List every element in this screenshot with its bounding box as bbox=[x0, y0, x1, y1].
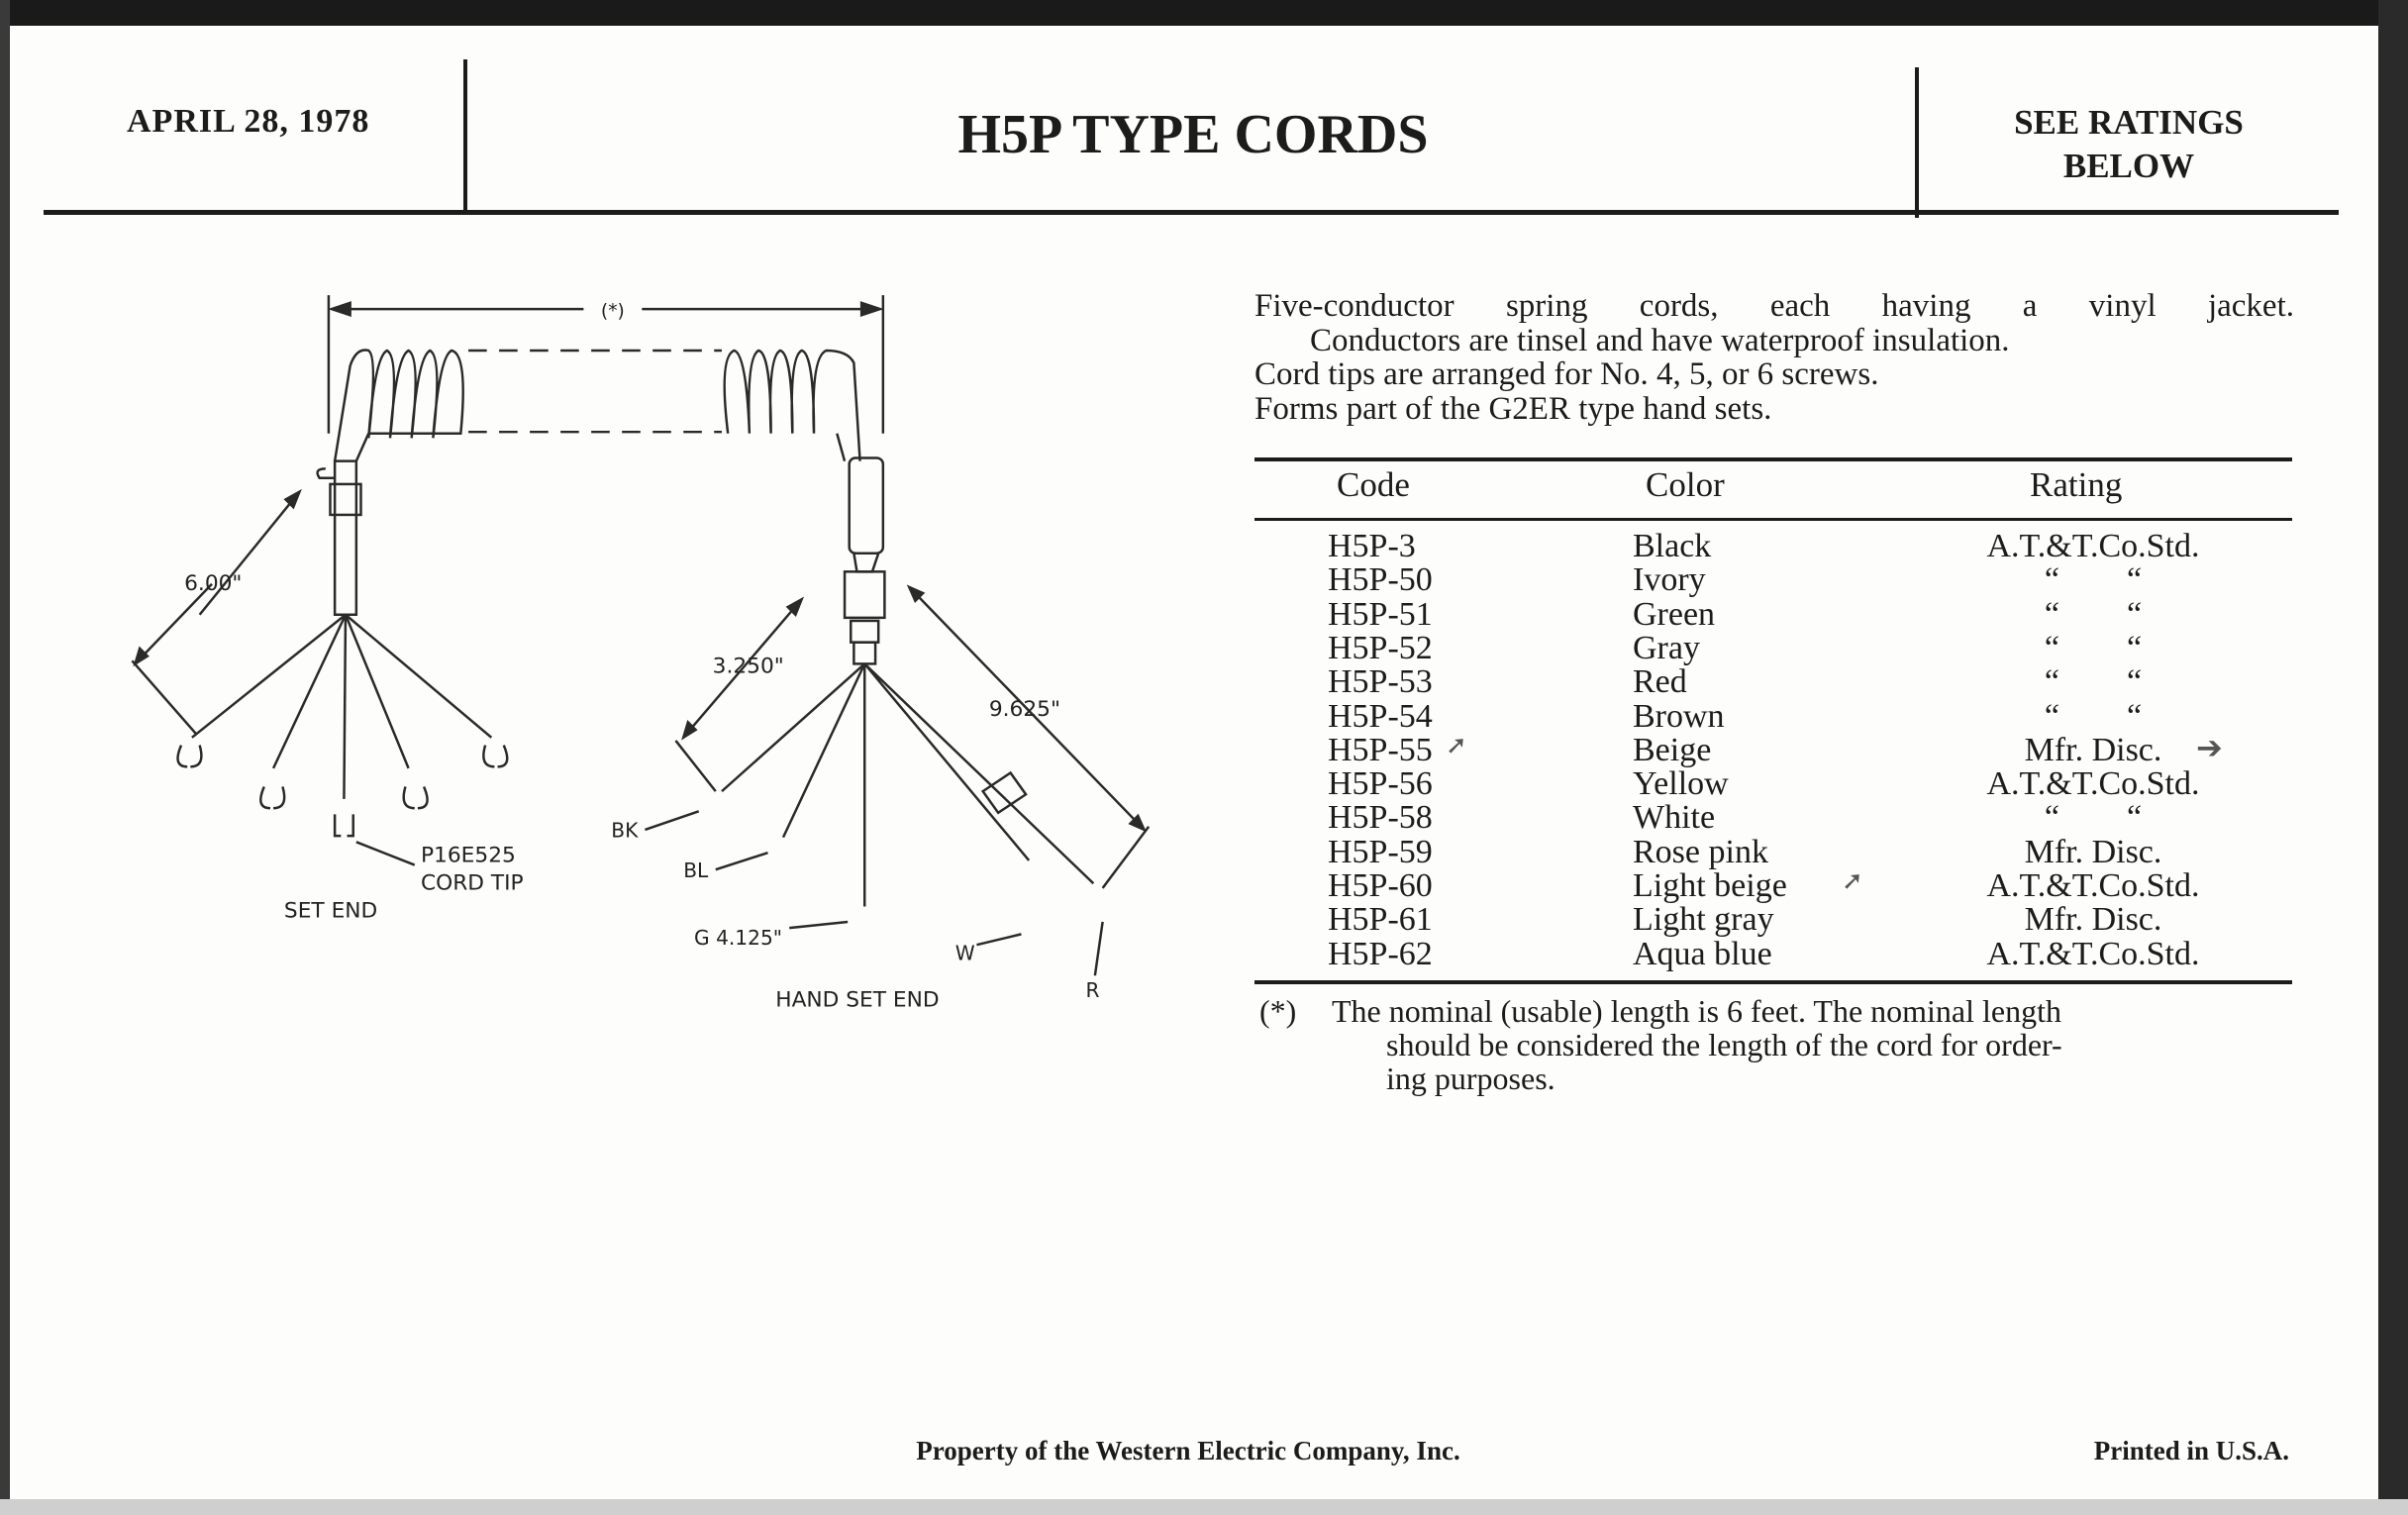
set-end-label: SET END bbox=[283, 898, 378, 924]
cord-code: H5P-3 bbox=[1328, 528, 1416, 564]
table-row bbox=[0, 563, 2408, 597]
page-title: H5P TYPE CORDS bbox=[957, 104, 1429, 165]
cord-rating: A.T.&T.Co.Std. bbox=[1986, 528, 2200, 564]
cord-color: Yellow bbox=[1633, 765, 1729, 803]
table-row bbox=[0, 935, 2408, 972]
cord-color: White bbox=[1633, 799, 1716, 837]
cord-code: H5P-59 bbox=[1328, 833, 1433, 870]
cord-rating: A.T.&T.Co.Std. bbox=[1986, 765, 2200, 803]
footnote-line: The nominal (usable) length is 6 feet. The nominal length bbox=[1332, 993, 2061, 1029]
cord-color: Black bbox=[1633, 528, 1712, 564]
description-line: Five-conductor spring cords, each having a vinyl jacket. bbox=[1254, 288, 2294, 324]
cord-color: Brown bbox=[1633, 697, 1725, 735]
cord-rating: Mfr. Disc. bbox=[2024, 731, 2162, 768]
cord-code: H5P-50 bbox=[1328, 561, 1433, 599]
table-row bbox=[0, 767, 2408, 801]
cord-rating: “ “ bbox=[2044, 799, 2143, 837]
document-date: APRIL 28, 1978 bbox=[127, 103, 370, 140]
cord-rating: A.T.&T.Co.Std. bbox=[1986, 935, 2200, 972]
column-header-code: Code bbox=[1337, 465, 1410, 504]
table-row bbox=[0, 697, 2408, 735]
property-notice: Property of the Western Electric Company, Inc. bbox=[916, 1436, 1460, 1465]
cord-color: Ivory bbox=[1633, 561, 1706, 599]
cord-tip-label: CORD TIP bbox=[420, 870, 524, 896]
handset-dimension-long: 9.625" bbox=[988, 697, 1060, 723]
cord-color: Beige bbox=[1633, 731, 1712, 768]
cord-rating: “ “ bbox=[2044, 629, 2143, 666]
cord-color: Aqua blue bbox=[1633, 935, 1772, 972]
description-line: Cord tips are arranged for No. 4, 5, or 6 screws. bbox=[1254, 356, 1879, 392]
column-header-color: Color bbox=[1646, 465, 1725, 504]
table-row bbox=[0, 903, 2408, 937]
cord-rating: “ “ bbox=[2044, 595, 2143, 633]
footnote-line: ing purposes. bbox=[1386, 1060, 1555, 1096]
table-row bbox=[0, 595, 2408, 633]
cord-rating: “ “ bbox=[2044, 697, 2143, 735]
table-row bbox=[0, 629, 2408, 666]
column-header-rating: Rating bbox=[2030, 465, 2123, 504]
table-row bbox=[0, 665, 2408, 699]
table-bottom-rule bbox=[1254, 980, 2292, 984]
description-line: Forms part of the G2ER type hand sets. bbox=[1254, 390, 1772, 427]
handset-end-label: HAND SET END bbox=[775, 987, 940, 1013]
lead-r-label: R bbox=[1085, 977, 1100, 1002]
ratings-note-line1: SEE RATINGS bbox=[2014, 103, 2244, 142]
cord-rating: Mfr. Disc. bbox=[2024, 901, 2162, 939]
cord-code: H5P-54 bbox=[1328, 697, 1433, 735]
cord-color: Green bbox=[1633, 595, 1716, 633]
description-line: Conductors are tinsel and have waterproof insulation. bbox=[1310, 322, 2010, 358]
cord-color: Gray bbox=[1633, 629, 1700, 666]
cord-rating: Mfr. Disc. bbox=[2024, 833, 2162, 870]
cord-tip-part-number: P16E525 bbox=[420, 843, 516, 868]
cord-color: Light beige bbox=[1633, 867, 1787, 904]
ratings-note-line2: BELOW bbox=[2062, 147, 2195, 185]
table-row bbox=[0, 530, 2408, 563]
cord-code: H5P-55 bbox=[1328, 731, 1433, 768]
lead-bk-label: BK bbox=[611, 818, 639, 843]
lead-w-label: W bbox=[954, 941, 975, 965]
cord-color: Red bbox=[1633, 663, 1687, 701]
cord-code: H5P-60 bbox=[1328, 867, 1433, 904]
lead-g-label: G 4.125" bbox=[694, 926, 783, 951]
cord-color: Rose pink bbox=[1633, 833, 1768, 870]
coiled-cord bbox=[335, 351, 859, 461]
cord-code: H5P-62 bbox=[1328, 935, 1433, 972]
cord-code: H5P-51 bbox=[1328, 595, 1433, 633]
cord-code: H5P-58 bbox=[1328, 799, 1433, 837]
footnote-line: should be considered the length of the cord for order- bbox=[1386, 1027, 2062, 1062]
handwritten-arrow-icon: ➚ bbox=[1446, 731, 1467, 760]
table-top-rule bbox=[1254, 457, 2292, 461]
length-dimension bbox=[329, 295, 883, 434]
table-row bbox=[0, 731, 2408, 768]
set-end-dimension: 6.00" bbox=[184, 570, 243, 596]
handwritten-arrow-icon: ➚ bbox=[1842, 866, 1863, 896]
cord-description bbox=[1254, 289, 2294, 426]
cord-rating: “ “ bbox=[2044, 561, 2143, 599]
handset-dimension-short: 3.250" bbox=[712, 654, 784, 679]
table-row bbox=[0, 801, 2408, 835]
length-label: (*) bbox=[600, 300, 625, 322]
cord-code: H5P-61 bbox=[1328, 901, 1433, 939]
cord-code: H5P-52 bbox=[1328, 629, 1433, 666]
cord-code: H5P-56 bbox=[1328, 765, 1433, 803]
cord-code: H5P-53 bbox=[1328, 663, 1433, 701]
cord-rating: “ “ bbox=[2044, 663, 2143, 701]
printed-notice: Printed in U.S.A. bbox=[2093, 1436, 2289, 1465]
cord-color: Light gray bbox=[1633, 901, 1774, 939]
table-row bbox=[0, 869, 2408, 903]
handwritten-arrow-icon: ➔ bbox=[2196, 729, 2223, 766]
table-header-rule bbox=[1254, 518, 2292, 521]
footnote-marker: (*) bbox=[1259, 993, 1297, 1029]
lead-bl-label: BL bbox=[683, 858, 709, 882]
cord-rating: A.T.&T.Co.Std. bbox=[1986, 867, 2200, 904]
